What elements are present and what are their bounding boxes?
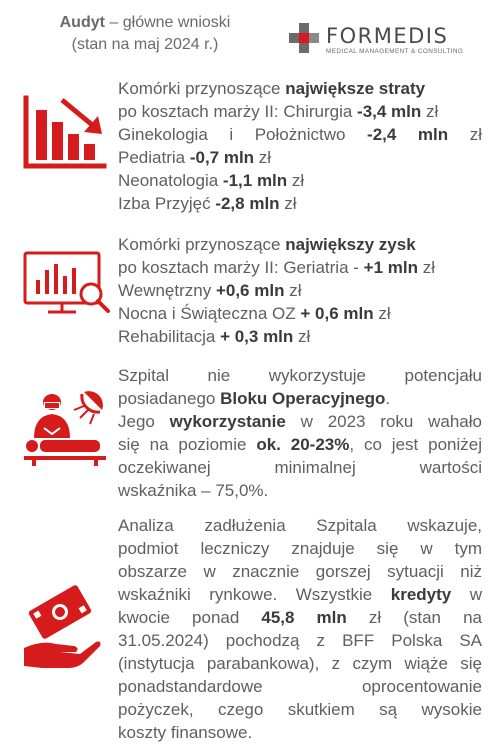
surgery-line2-bold: Bloku Operacyjnego <box>220 389 386 408</box>
logo-tagline: MEDICAL MANAGEMENT & CONSULTING <box>326 48 464 55</box>
losses-line3-value: -2,4 mln <box>367 125 449 144</box>
surgery-line4-end: , co jest poniżej <box>349 435 482 454</box>
declining-chart-icon <box>22 92 108 172</box>
operating-room-surgeon-icon <box>22 388 108 466</box>
profit-line3-unit: zł <box>284 281 302 300</box>
losses-line2-value: -3,4 mln <box>357 102 422 121</box>
losses-line2-text: po kosztach marży II: Chirurgia <box>118 102 358 121</box>
profit-intro: Komórki przynoszące <box>118 235 286 254</box>
debt-line5-end: zł (stan na <box>346 608 482 627</box>
debt-line-4 <box>118 583 482 606</box>
logo-name: FORMEDIS <box>326 24 449 48</box>
losses-line4-text: Pediatria <box>118 148 190 167</box>
losses-line5-value: -1,1 mln <box>222 171 288 190</box>
losses-line2-unit: zł <box>421 102 439 121</box>
losses-line6-value: -2,8 mln <box>215 194 280 213</box>
surgery-line4-text: się na poziomie <box>118 435 257 454</box>
losses-line6-text: Izba Przyjęć <box>118 194 216 213</box>
profit-line-5 <box>118 325 482 348</box>
header <box>20 12 270 56</box>
profit-line-3 <box>118 279 482 302</box>
debt-line-1: Analiza zadłużenia Szpitala wskazuje, <box>118 516 482 535</box>
surgery-line3-bold: wykorzystanie <box>169 412 286 431</box>
debt-line-3: obszarze w znacznie gorszej sytuacji niż <box>118 562 482 581</box>
losses-line4-value: -0,7 mln <box>189 148 255 167</box>
surgery-line-4 <box>118 433 482 456</box>
formedis-logo <box>288 22 488 62</box>
profit-intro-bold: największy zysk <box>285 235 416 254</box>
losses-line3-text: Ginekologia i Położnictwo <box>118 125 368 144</box>
debt-line-5 <box>118 606 482 629</box>
profit-line2-value: +1 mln <box>363 258 418 277</box>
surgery-text <box>118 364 482 502</box>
surgery-line-1: Szpital nie wykorzystuje potencjału <box>118 366 482 385</box>
debt-line4-bold: kredyty <box>390 585 452 604</box>
profit-line3-text: Wewnętrzny <box>118 281 216 300</box>
debt-line-6: 31.05.2024) pochodzą z BFF Polska SA <box>118 631 482 650</box>
profit-line2-text: po kosztach marży II: Geriatria - <box>118 258 364 277</box>
surgery-line3-text: Jego <box>118 412 170 431</box>
profit-line5-value: + 0,3 mln <box>220 327 294 346</box>
surgery-line2-end: . <box>385 389 391 408</box>
profit-line-1 <box>118 233 482 256</box>
losses-intro: Komórki przynoszące <box>118 79 286 98</box>
profit-line5-text: Rehabilitacja <box>118 327 221 346</box>
profit-line-4 <box>118 302 482 325</box>
debt-line-2: podmiot leczniczy znajduje się w tym <box>118 539 482 558</box>
surgery-line3-end: w 2023 roku wahało <box>285 412 482 431</box>
losses-line5-text: Neonatologia <box>118 171 223 190</box>
debt-line4-text: wskaźniki rynkowe. Wszystkie <box>118 585 391 604</box>
profit-line4-value: + 0,6 mln <box>300 304 374 323</box>
losses-line-3 <box>118 123 482 146</box>
losses-line6-unit: zł <box>279 194 297 213</box>
losses-line5-unit: zł <box>287 171 305 190</box>
debt-text <box>118 514 482 744</box>
debt-line-8: ponadstandardowe oprocentowanie <box>118 677 482 696</box>
surgery-line4-bold: ok. 20-23% <box>256 435 350 454</box>
page-title <box>20 12 270 34</box>
surgery-line-2 <box>118 387 482 410</box>
losses-line-5 <box>118 169 482 192</box>
debt-line5-bold: 45,8 mln <box>261 608 347 627</box>
debt-line-7: (instytucja parabankowa), z czym wiąże się <box>118 654 482 673</box>
page-subtitle: (stan na maj 2024 r.) <box>71 36 219 53</box>
money-hand-icon <box>22 582 102 674</box>
profit-line4-unit: zł <box>373 304 391 323</box>
losses-line-6 <box>118 192 482 215</box>
surgery-line2-text: posiadanego <box>118 389 221 408</box>
losses-text <box>118 77 482 215</box>
debt-line-9: pożyczek, czego skutkiem są wysokie <box>118 700 482 719</box>
surgery-line-5: oczekiwanej minimalnej wartości <box>118 458 482 477</box>
profit-line2-unit: zł <box>417 258 435 277</box>
debt-line5-text: kwocie ponad <box>118 608 262 627</box>
losses-line-4 <box>118 146 482 169</box>
losses-line-1 <box>118 77 482 100</box>
profit-line3-value: +0,6 mln <box>215 281 285 300</box>
monitor-analytics-icon <box>22 250 112 316</box>
title-bold: Audyt <box>59 14 105 31</box>
debt-line-10: koszty finansowe. <box>118 723 253 742</box>
losses-line4-unit: zł <box>254 148 272 167</box>
profit-line5-unit: zł <box>293 327 311 346</box>
surgery-line-3 <box>118 410 482 433</box>
title-rest: – główne wnioski <box>104 14 231 31</box>
surgery-line-6: wskaźnika – 75,0%. <box>118 481 269 500</box>
profit-line4-text: Nocna i Świąteczna OZ <box>118 304 301 323</box>
profit-text <box>118 233 482 348</box>
losses-line-2 <box>118 100 482 123</box>
debt-line4-end: w <box>451 585 483 604</box>
losses-intro-bold: największe straty <box>285 79 426 98</box>
losses-line3-unit: zł <box>448 125 482 144</box>
medical-cross-logo-icon <box>288 22 320 54</box>
profit-line-2 <box>118 256 482 279</box>
